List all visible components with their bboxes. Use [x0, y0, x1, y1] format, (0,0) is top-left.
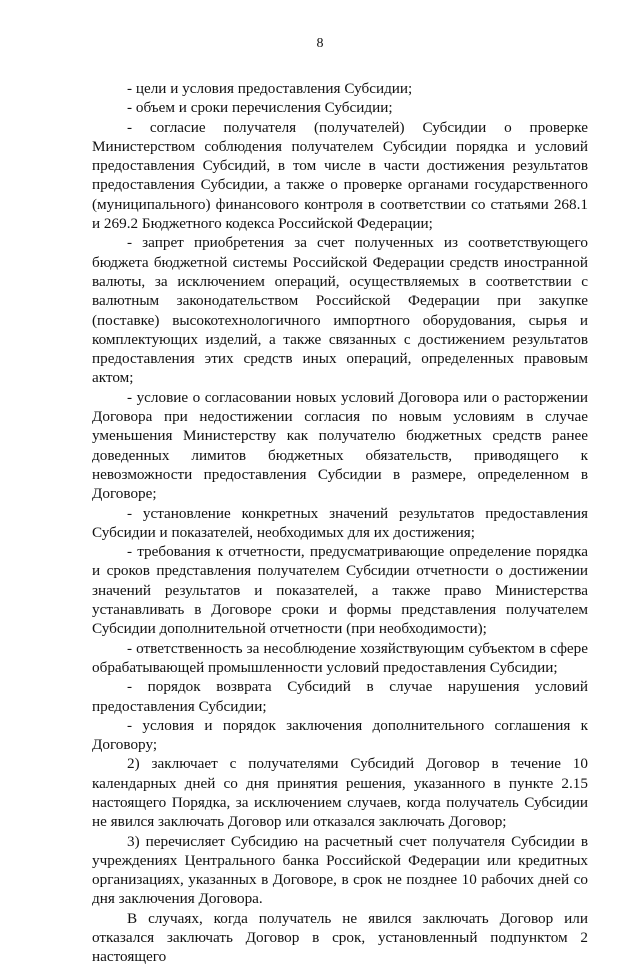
paragraph-refund-order: - порядок возврата Субсидий в случае нарушения условий предоставления Субсидии; — [92, 678, 588, 715]
paragraph-new-conditions: - условие о согласовании новых условий Договора или о расторжении Договора при недостижении согласия по новым условиям в случае уменьшения Министерству как получателю бюджетных средств ранее доведенных лимитов бюджетных обязательств, приводящего к невозможности предоставления Субсидии в размере, определенном в Договоре; — [92, 388, 588, 503]
paragraph-failure-cases: В случаях, когда получатель не явился заключать Договор или отказался заключать Договор в срок, установленный подпунктом 2 настоящего — [92, 909, 588, 966]
paragraph-item-2: 2) заключает с получателями Субсидий Договор в течение 10 календарных дней со дня принятия решения, указанного в пункте 2.15 настоящего Порядка, за исключением случаев, когда получатель Субсидии не явился заключать Договор или отказался заключать Договор; — [92, 755, 588, 831]
paragraph-goals-conditions: - цели и условия предоставления Субсидии; — [127, 80, 413, 97]
paragraph-currency-ban: - запрет приобретения за счет полученных из соответствующего бюджета бюджетной системы Российской Федерации средств иностранной валюты, за исключением операций, осуществляемых в соответствии с валютным законодательством Российской Федерации при закупке (поставке) высокотехнологичного импортного оборудования, сырья и комплектующих изделий, а также связанных с достижением результатов предоставления этих средств иных операций, определенных правовым актом; — [92, 234, 588, 387]
paragraph-consent-audit: - согласие получателя (получателей) Субсидии о проверке Министерством соблюдения получателем Субсидии порядка и условий предоставления Субсидий, в том числе в части достижения результатов предоставления Субсидии, а также о проверке органами государственного (муниципального) финансового контроля в соответствии со статьями 268.1 и 269.2 Бюджетного кодекса Российской Федерации; — [92, 118, 588, 233]
paragraph-supplementary-agreement: - условия и порядок заключения дополнительного соглашения к Договору; — [92, 716, 588, 754]
paragraph-item-3: 3) перечисляет Субсидию на расчетный счет получателя Субсидии в учреждениях Центрального банка Российской Федерации или кредитных организациях, указанных в Договоре, в срок не позднее 10 рабочих дней со дня заключения Договора. — [92, 832, 588, 908]
paragraph-volume-terms: - объем и сроки перечисления Субсидии; — [127, 99, 393, 117]
document-body — [92, 79, 588, 967]
paragraph-liability: - ответственность за несоблюдение хозяйствующим субъектом в сфере обрабатывающей промышленности условий предоставления Субсидии; — [92, 639, 588, 676]
page-number: 8 — [316, 36, 324, 51]
paragraph-reporting: - требования к отчетности, предусматривающие определение порядка и сроков представления получателем Субсидии отчетности о достижении значений результатов и показателей, а также право Министерства устанавливать в Договоре сроки и формы представления получателем Субсидии дополнительной отчетности (при необходимости); — [92, 543, 588, 638]
paragraph-result-values: - установление конкретных значений результатов предоставления Субсидии и показателей, необходимых для их достижения; — [92, 504, 588, 541]
